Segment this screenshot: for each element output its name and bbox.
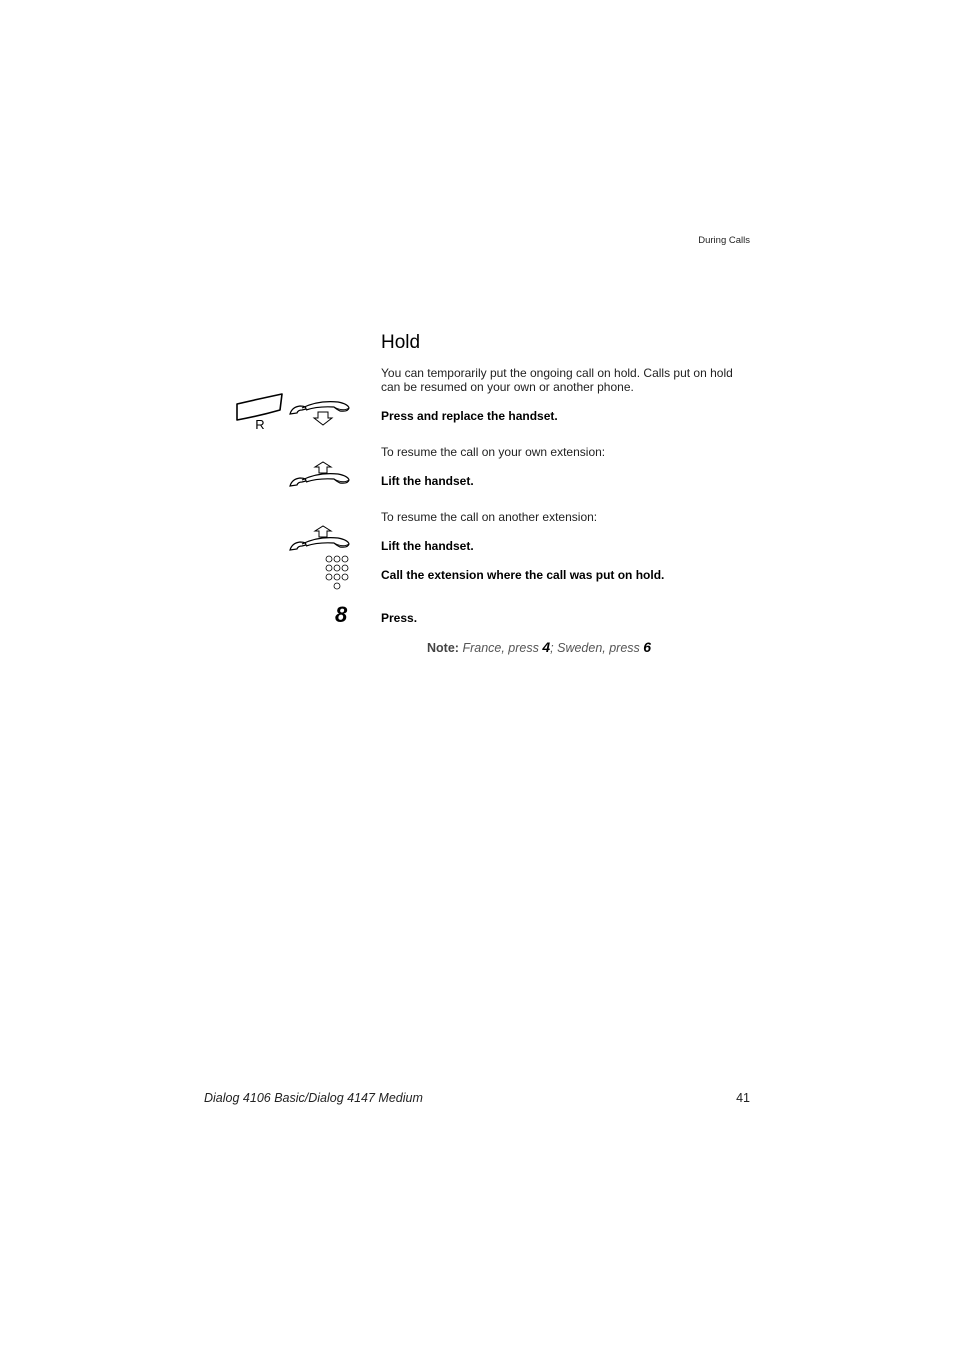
r-key-icon	[234, 392, 286, 432]
keypad-icon	[324, 555, 352, 591]
step-lift-handset-2: Lift the handset.	[381, 539, 474, 553]
resume-other-intro: To resume the call on another extension:	[381, 510, 598, 524]
resume-own-intro: To resume the call on your own extension:	[381, 445, 606, 459]
intro-paragraph: You can temporarily put the ongoing call on hold. Calls put on hold can be resumed on your own or another phone.	[381, 366, 733, 394]
note-france-digit: 4	[542, 639, 551, 655]
handset-lift-icon	[288, 460, 352, 490]
page-title: Hold	[381, 332, 421, 353]
note-france-text: France, press	[462, 641, 539, 655]
footer-product: Dialog 4106 Basic/Dialog 4147 Medium	[204, 1091, 423, 1105]
page-number: 41	[736, 1091, 750, 1105]
handset-lift-icon	[288, 524, 352, 554]
note-sweden-text: Sweden, press	[557, 641, 640, 655]
step-lift-handset-1: Lift the handset.	[381, 474, 474, 488]
note-sweden-digit: 6	[643, 639, 652, 655]
step-call-extension: Call the extension where the call was put on hold.	[381, 568, 665, 582]
handset-replace-icon	[288, 398, 352, 428]
section-header: During Calls	[698, 235, 750, 246]
note-separator: ;	[550, 641, 554, 655]
step-press: Press.	[381, 611, 418, 625]
digit-key-8-icon: 8	[335, 602, 348, 627]
note	[427, 639, 651, 655]
note-label: Note:	[427, 641, 459, 655]
step-press-replace: Press and replace the handset.	[381, 409, 558, 423]
r-key-label: R	[255, 417, 265, 432]
